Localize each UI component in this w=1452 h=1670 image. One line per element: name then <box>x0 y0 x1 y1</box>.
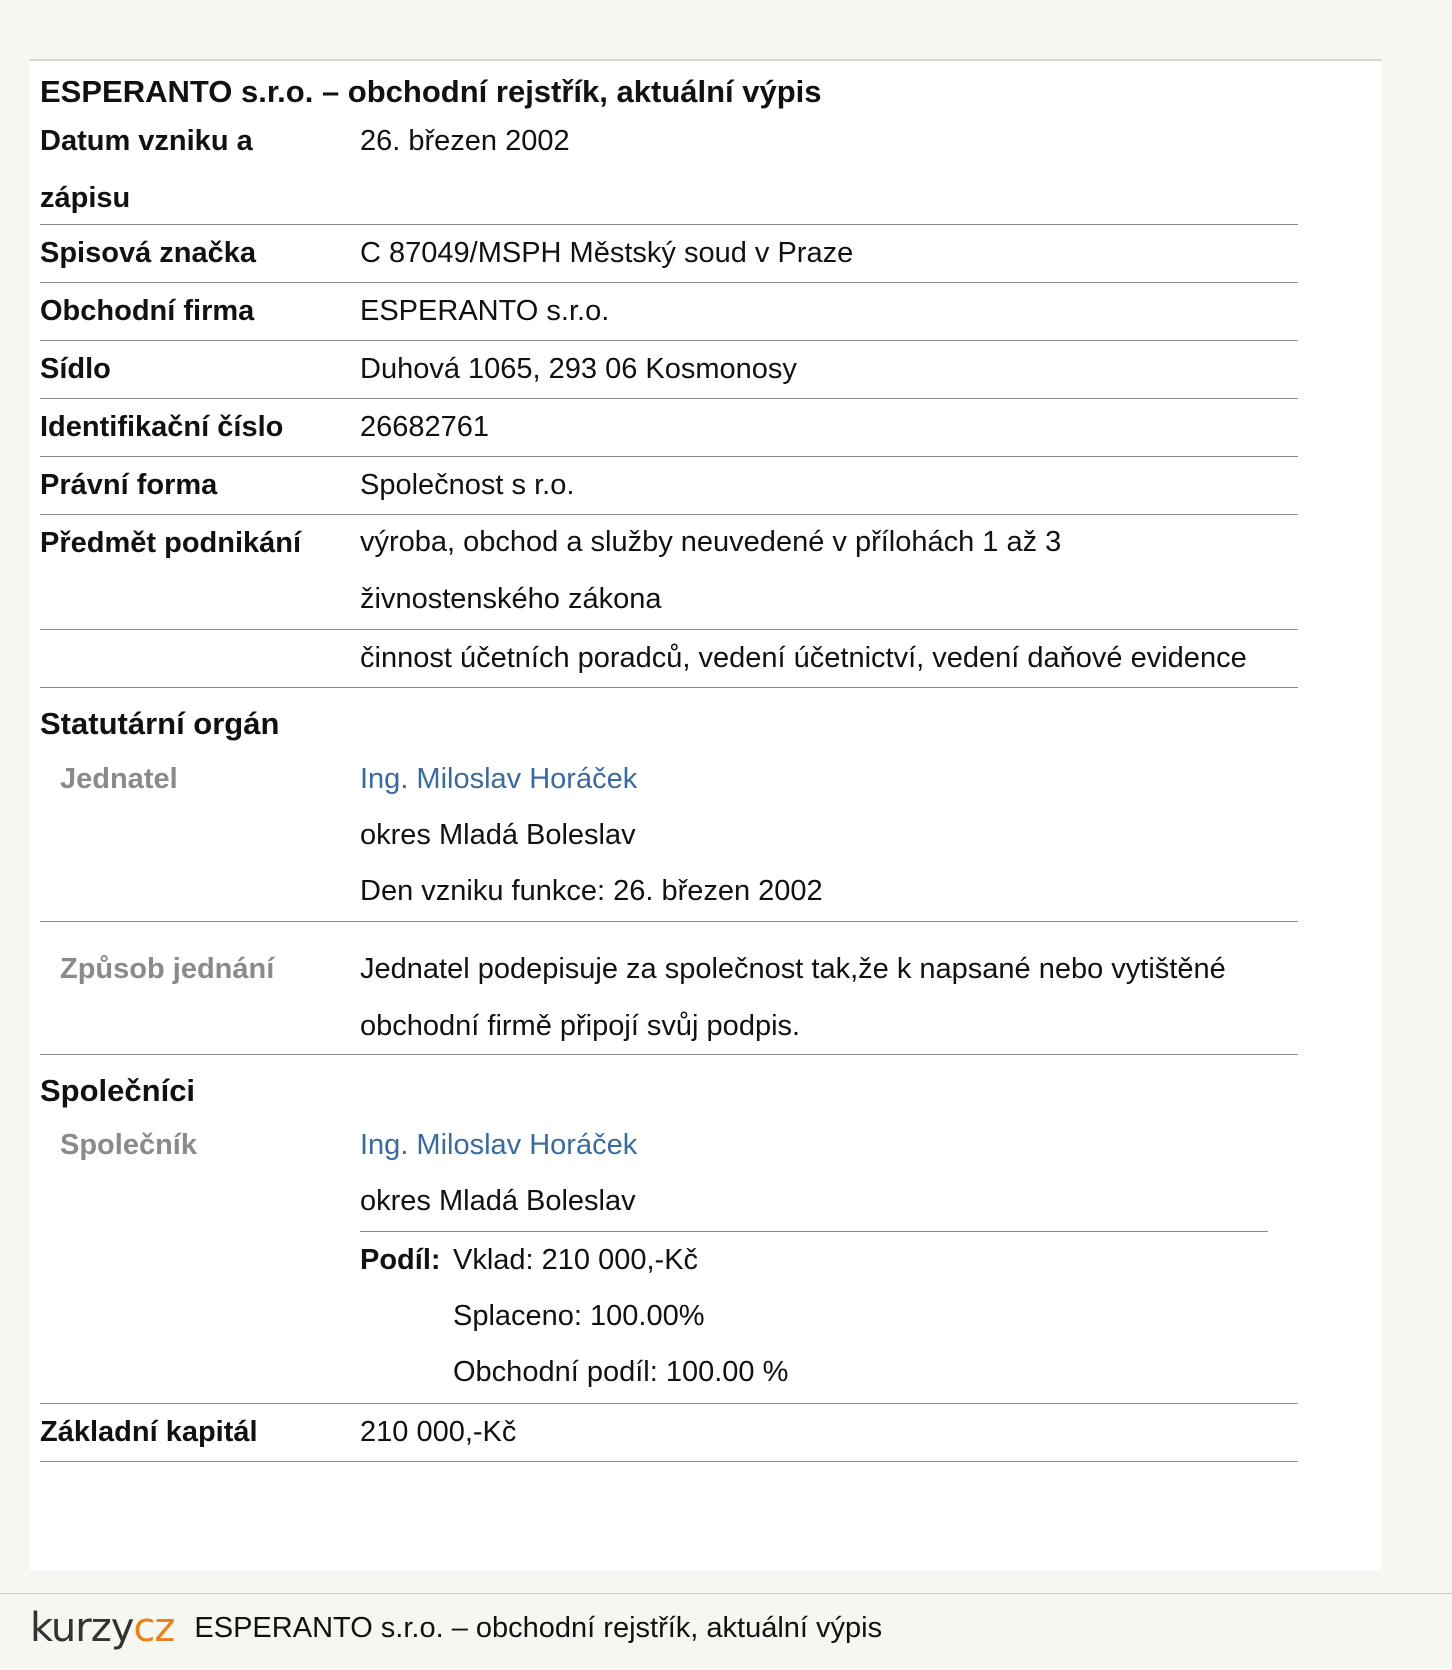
value-datum-vzniku: 26. březen 2002 <box>360 125 570 157</box>
label-podil: Podíl: <box>360 1244 441 1276</box>
label-spolecnik: Společník <box>60 1129 197 1161</box>
row-divider <box>40 921 1298 922</box>
value-jednatel-okres: okres Mladá Boleslav <box>360 819 636 851</box>
link-jednatel-name[interactable]: Ing. Miloslav Horáček <box>360 763 638 795</box>
value-sidlo: Duhová 1065, 293 06 Kosmonosy <box>360 353 797 385</box>
logo-cz: cz <box>133 1605 175 1651</box>
row-divider <box>40 687 1298 688</box>
value-vklad: Vklad: 210 000,-Kč <box>453 1244 699 1276</box>
label-zakladni-kapital: Základní kapitál <box>40 1416 258 1448</box>
value-predmet-podnikani-2: činnost účetních poradců, vedení účetnictví, vedení daňové evidence <box>360 642 1247 674</box>
row-divider <box>40 1054 1298 1055</box>
label-datum-vzniku: Datum vzniku a zápisu <box>40 125 253 214</box>
value-identifikacni-cislo: 26682761 <box>360 411 490 443</box>
section-heading-spolecnici: Společníci <box>40 1073 196 1108</box>
logo-kurzy: kurzy <box>30 1605 134 1651</box>
label-sidlo: Sídlo <box>40 353 111 385</box>
value-spolecnik-okres: okres Mladá Boleslav <box>360 1185 636 1217</box>
value-spisova-znacka: C 87049/MSPH Městský soud v Praze <box>360 237 854 269</box>
section-heading-statutarni-organ: Statutární orgán <box>40 706 280 741</box>
value-obchodni-firma: ESPERANTO s.r.o. <box>360 295 610 327</box>
footer <box>30 1598 882 1658</box>
link-spolecnik-name[interactable]: Ing. Miloslav Horáček <box>360 1129 638 1161</box>
value-predmet-podnikani-1: výroba, obchod a služby neuvedené v přílohách 1 až 3 živnostenského zákona <box>360 526 1062 615</box>
label-spisova-znacka: Spisová značka <box>40 237 256 269</box>
value-splaceno: Splaceno: 100.00% <box>453 1300 705 1332</box>
row-divider <box>40 1461 1298 1462</box>
registry-extract-panel <box>30 61 1382 1571</box>
label-jednatel: Jednatel <box>60 763 178 795</box>
label-zpusob-jednani: Způsob jednání <box>60 953 275 985</box>
value-zpusob-jednani: Jednatel podepisuje za společnost tak,že k napsané nebo vytištěné obchodní firmě připojí svůj podpis. <box>360 953 1226 1042</box>
value-pravni-forma: Společnost s r.o. <box>360 469 575 501</box>
footer-title: ESPERANTO s.r.o. – obchodní rejstřík, aktuální výpis <box>194 1612 883 1644</box>
label-predmet-podnikani: Předmět podnikání <box>40 527 302 559</box>
label-obchodni-firma: Obchodní firma <box>40 295 255 327</box>
value-obchodni-podil: Obchodní podíl: 100.00 % <box>453 1356 789 1388</box>
value-zakladni-kapital: 210 000,-Kč <box>360 1416 517 1448</box>
row-divider <box>40 456 1298 457</box>
page-title: ESPERANTO s.r.o. – obchodní rejstřík, aktuální výpis <box>40 74 822 109</box>
footer-divider <box>0 1593 1452 1594</box>
label-identifikacni-cislo: Identifikační číslo <box>40 411 284 443</box>
label-pravni-forma: Právní forma <box>40 469 218 501</box>
value-jednatel-funkce: Den vzniku funkce: 26. březen 2002 <box>360 875 823 907</box>
kurzy-cz-logo[interactable] <box>30 1598 174 1658</box>
